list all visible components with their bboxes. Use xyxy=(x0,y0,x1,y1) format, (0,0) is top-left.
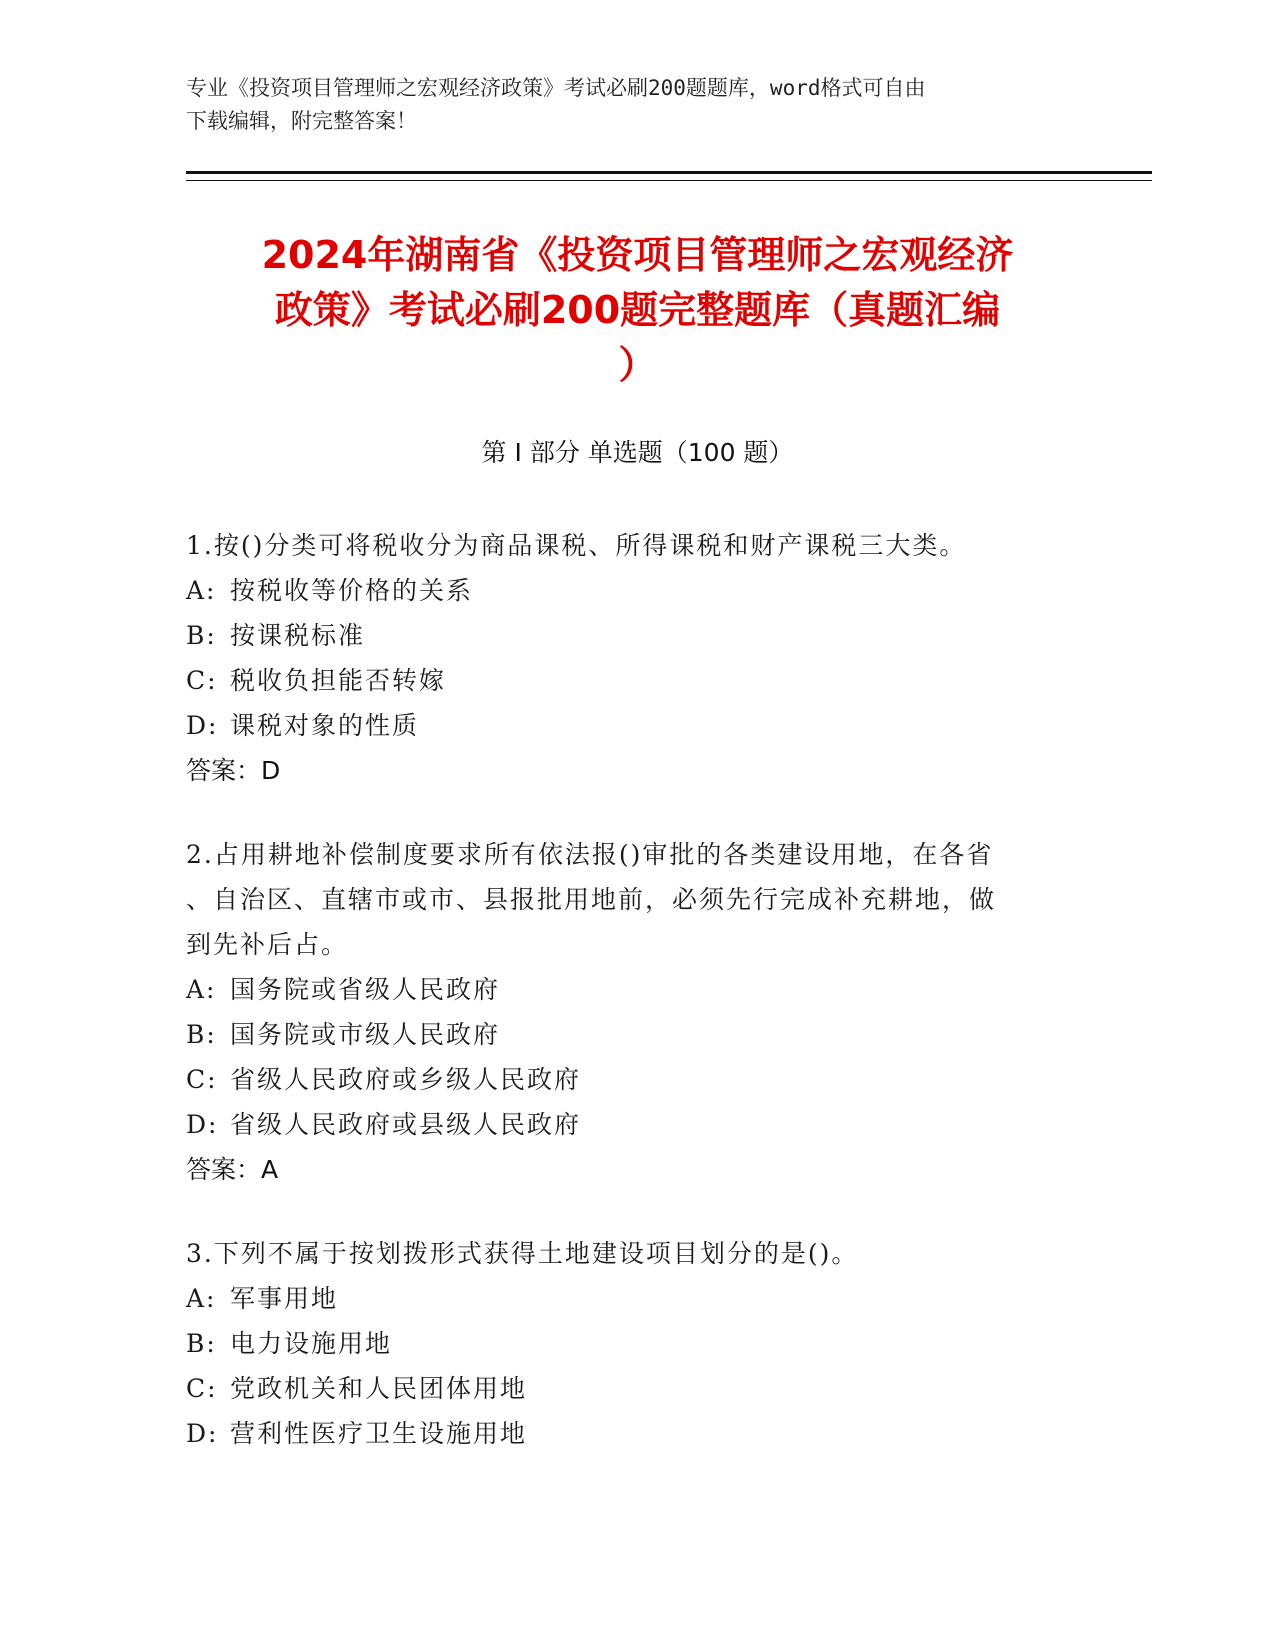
document-title xyxy=(180,228,1095,393)
option-label: A: xyxy=(186,1284,217,1313)
answer: 答案：D xyxy=(186,756,281,785)
option-label: D: xyxy=(186,1419,219,1448)
header-divider-thin xyxy=(186,180,1152,181)
option-text: 军事用地 xyxy=(230,1284,339,1313)
option-d xyxy=(186,703,1066,748)
question-1 xyxy=(186,523,1066,793)
question-stem-line-3: 到先补后占。 xyxy=(186,930,349,959)
option-c xyxy=(186,658,1066,703)
header-divider-thick xyxy=(186,171,1152,174)
question-3 xyxy=(186,1231,1066,1456)
option-text: 电力设施用地 xyxy=(230,1329,393,1358)
option-text: 省级人民政府或乡级人民政府 xyxy=(230,1065,582,1094)
option-text: 按课税标准 xyxy=(230,621,366,650)
option-b xyxy=(186,1012,1066,1057)
header-note xyxy=(186,72,1066,138)
option-c xyxy=(186,1366,1066,1411)
question-2 xyxy=(186,832,1066,1192)
question-list xyxy=(186,523,1066,1495)
option-label: B: xyxy=(186,1329,217,1358)
option-label: A: xyxy=(186,576,217,605)
question-stem-line-2: 、自治区、直辖市或市、县报批用地前，必须先行完成补充耕地，做 xyxy=(186,885,997,914)
option-text: 税收负担能否转嫁 xyxy=(230,666,447,695)
option-a xyxy=(186,967,1066,1012)
option-label: D: xyxy=(186,1110,219,1139)
option-d xyxy=(186,1102,1066,1147)
header-note-line-1: 专业《投资项目管理师之宏观经济政策》考试必刷200题题库，word格式可自由 xyxy=(186,76,926,100)
document-title-line-2: 政策》考试必刷200题完整题库（真题汇编 xyxy=(274,288,1001,332)
question-stem: 3.下列不属于按划拨形式获得土地建设项目划分的是()。 xyxy=(186,1239,859,1268)
option-text: 课税对象的性质 xyxy=(230,711,420,740)
answer: 答案：A xyxy=(186,1155,279,1184)
option-b xyxy=(186,1321,1066,1366)
option-label: B: xyxy=(186,621,217,650)
option-label: C: xyxy=(186,666,218,695)
option-text: 营利性医疗卫生设施用地 xyxy=(230,1419,528,1448)
option-c xyxy=(186,1057,1066,1102)
option-label: C: xyxy=(186,1065,218,1094)
option-a xyxy=(186,568,1066,613)
header-note-line-2: 下载编辑，附完整答案！ xyxy=(186,109,417,133)
question-stem-line-1: 2.占用耕地补偿制度要求所有依法报()审批的各类建设用地，在各省 xyxy=(186,840,994,869)
document-title-line-3: ） xyxy=(618,343,657,387)
section-heading: 第 I 部分 单选题（100 题） xyxy=(481,438,794,467)
option-text: 国务院或省级人民政府 xyxy=(230,975,501,1004)
option-a xyxy=(186,1276,1066,1321)
document-title-line-1: 2024年湖南省《投资项目管理师之宏观经济 xyxy=(261,233,1014,277)
option-d xyxy=(186,1411,1066,1456)
option-label: C: xyxy=(186,1374,218,1403)
option-b xyxy=(186,613,1066,658)
option-label: B: xyxy=(186,1020,217,1049)
option-label: D: xyxy=(186,711,219,740)
option-text: 党政机关和人民团体用地 xyxy=(230,1374,528,1403)
option-label: A: xyxy=(186,975,217,1004)
option-text: 按税收等价格的关系 xyxy=(230,576,474,605)
option-text: 国务院或市级人民政府 xyxy=(230,1020,501,1049)
option-text: 省级人民政府或县级人民政府 xyxy=(230,1110,582,1139)
question-stem: 1.按()分类可将税收分为商品课税、所得课税和财产课税三大类。 xyxy=(186,531,967,560)
